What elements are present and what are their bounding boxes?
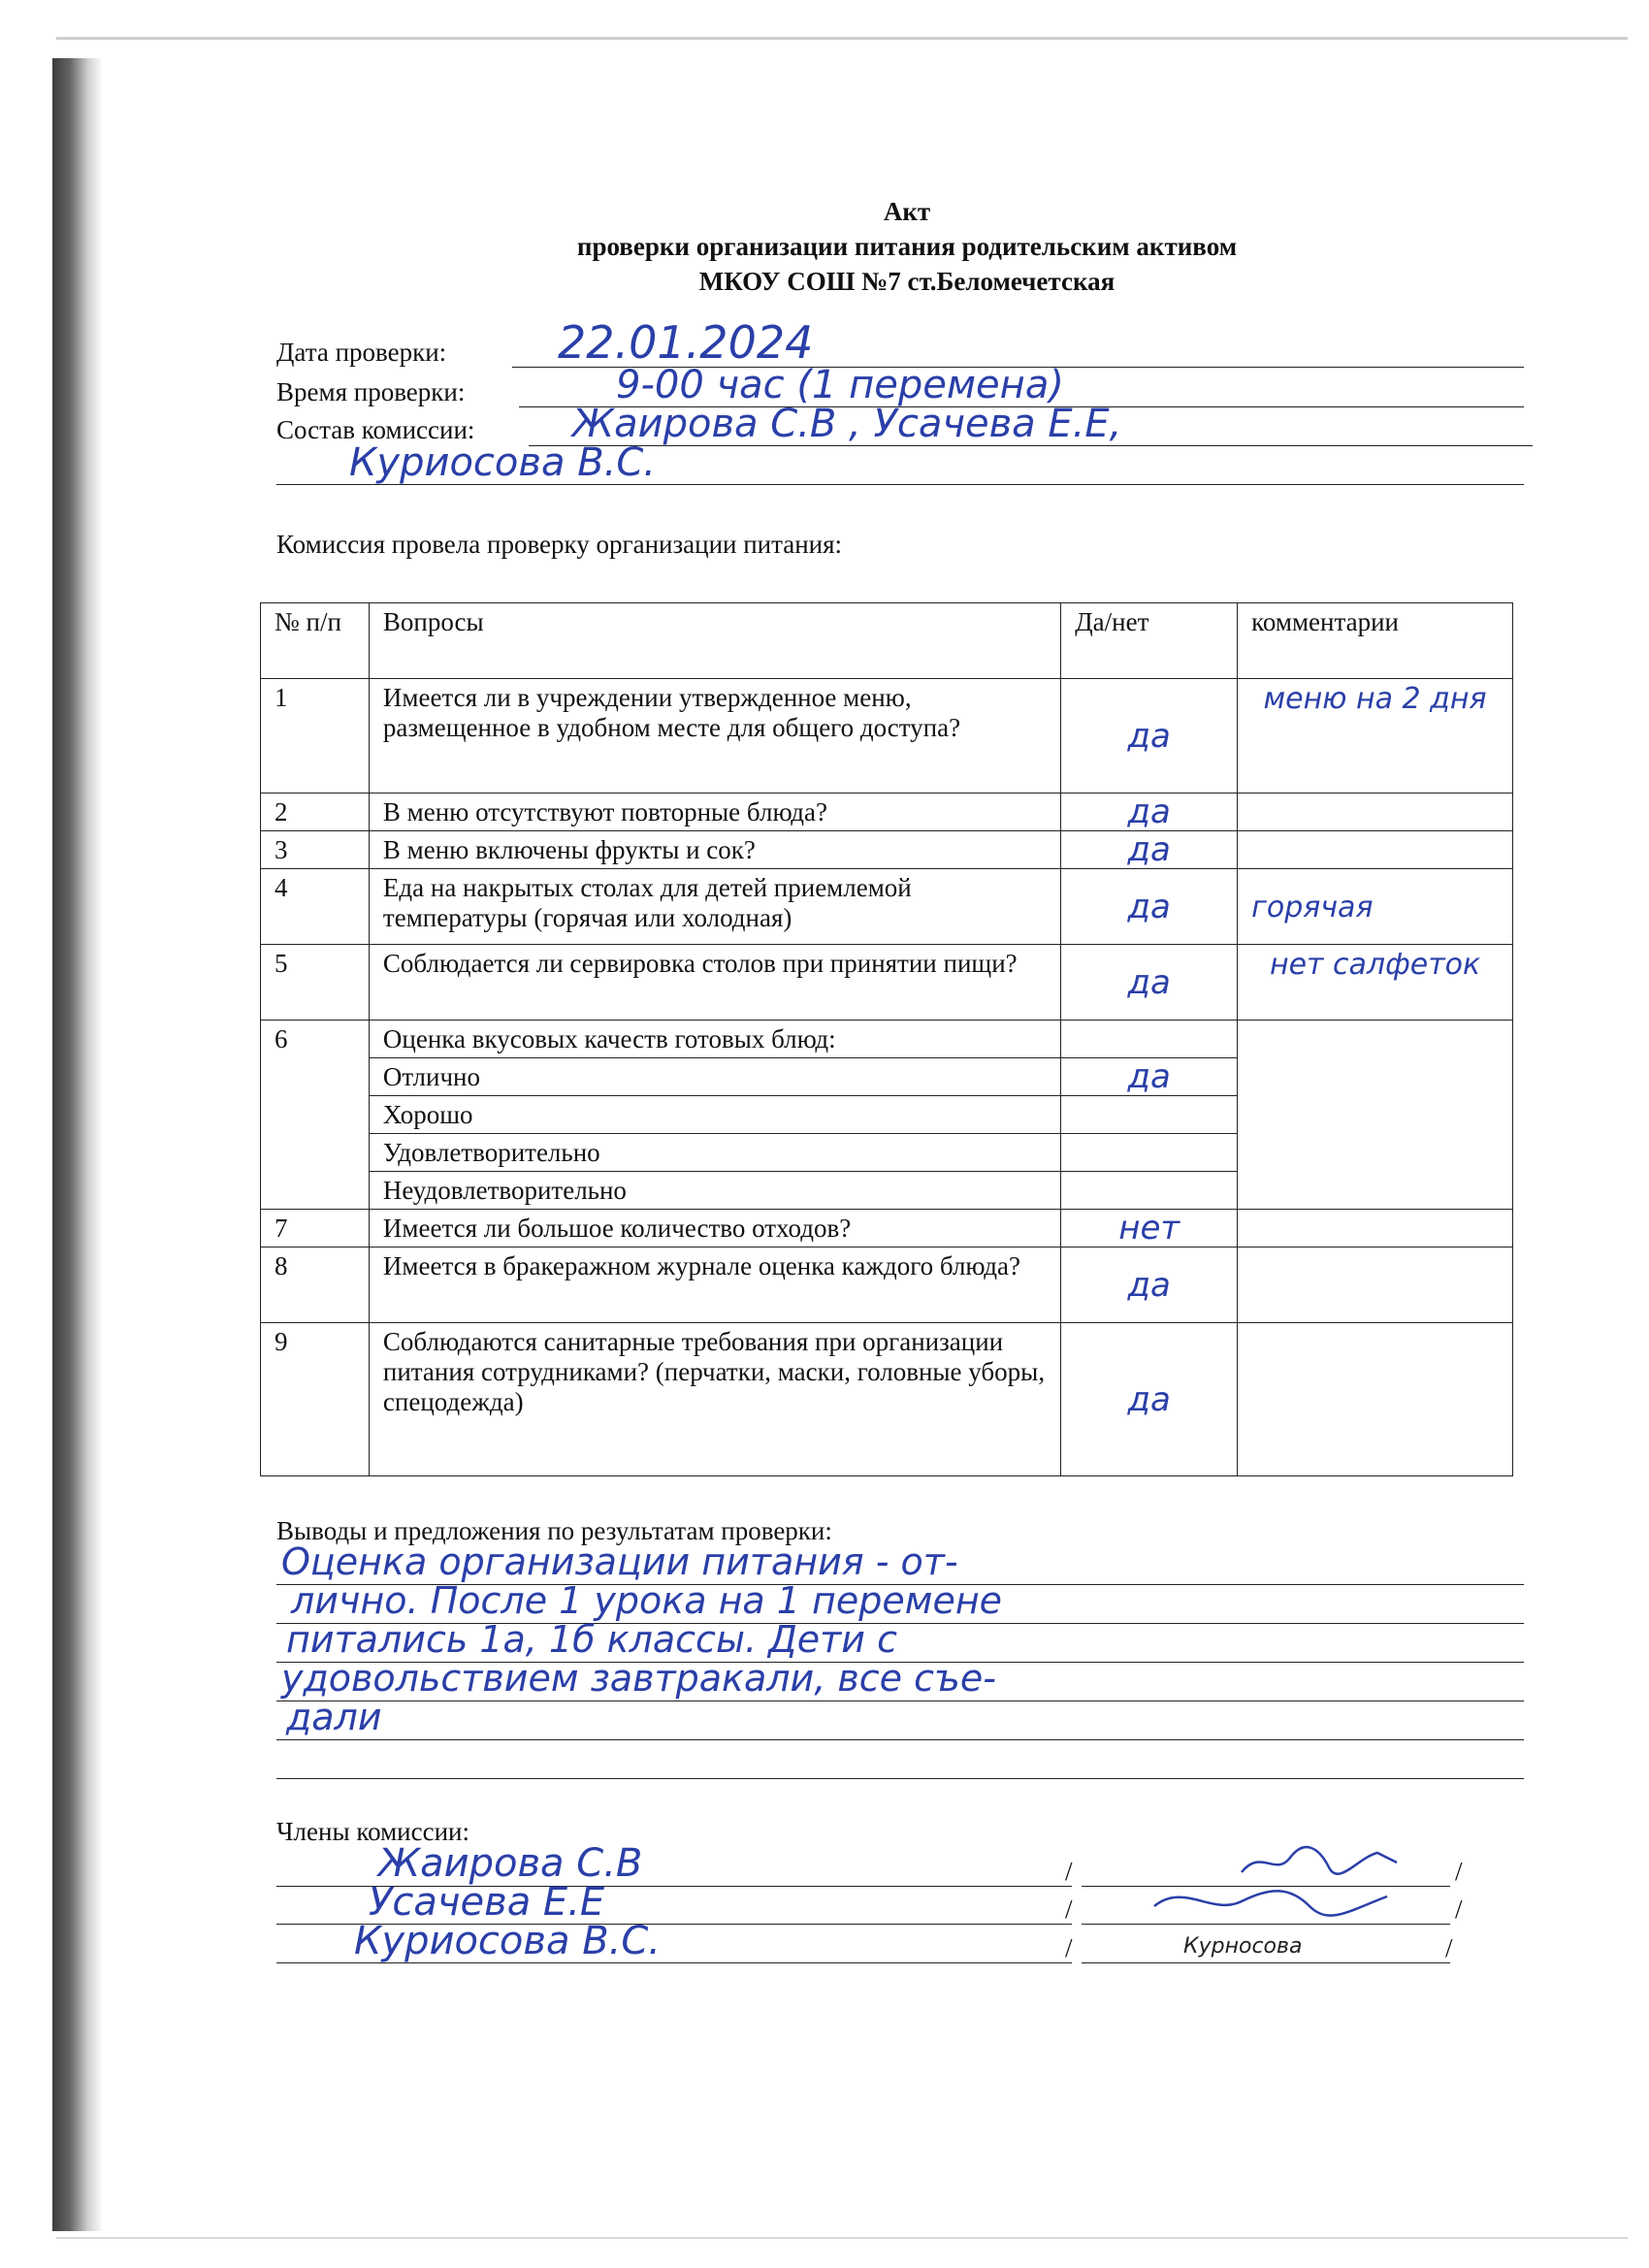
scan-edge-shadow <box>52 58 103 2231</box>
row-question: Еда на накрытых столах для детей приемлемой температуры (горячая или холодная) <box>369 869 1060 945</box>
row-num: 9 <box>261 1323 370 1476</box>
date-label: Дата проверки: <box>276 338 447 367</box>
row-question: Соблюдается ли сервировка столов при принятии пищи? <box>369 945 1060 1021</box>
member-name-2: Усачева Е.Е <box>369 1880 605 1925</box>
member-slash-left-1: / <box>1065 1857 1073 1886</box>
date-value: 22.01.2024 <box>558 316 814 369</box>
conclusion-line-1: Оценка организации питания - от- <box>281 1540 958 1583</box>
row-num: 2 <box>261 794 370 831</box>
member-name-1: Жаирова С.В <box>378 1841 643 1886</box>
table-row <box>261 1323 1513 1476</box>
member-name-3: Куриосова В.С. <box>354 1919 661 1963</box>
time-value: 9-00 час (1 перемена) <box>616 363 1064 407</box>
header-num: № п/п <box>261 603 370 679</box>
table-row <box>261 1210 1513 1247</box>
row-answer: да <box>1061 831 1238 869</box>
members-label: Члены комиссии: <box>276 1817 469 1846</box>
header-yes-no: Да/нет <box>1061 603 1238 679</box>
inspection-table <box>260 602 1513 1476</box>
row-answer: да <box>1061 945 1238 1021</box>
member-slash-right-2: / <box>1455 1895 1463 1924</box>
row-comment <box>1238 794 1513 831</box>
row-question: Отлично <box>369 1058 1060 1096</box>
table-row <box>261 1021 1513 1058</box>
commission-label: Состав комиссии: <box>276 415 475 444</box>
header-question: Вопросы <box>369 603 1060 679</box>
row-question: Соблюдаются санитарные требования при организации питания сотрудниками? (перчатки, маски, головные уборы, спецодежда) <box>369 1323 1060 1476</box>
table-row <box>261 794 1513 831</box>
row-answer: нет <box>1061 1210 1238 1247</box>
time-label: Время проверки: <box>276 377 466 406</box>
row-comment: нет салфеток <box>1238 945 1513 1021</box>
table-row <box>261 1247 1513 1323</box>
row-num: 8 <box>261 1247 370 1323</box>
row-question: В меню отсутствуют повторные блюда? <box>369 794 1060 831</box>
document-title <box>0 194 1649 299</box>
conclusion-line-4: удовольствием завтракали, все съе- <box>281 1657 996 1700</box>
row-question: В меню включены фрукты и сок? <box>369 831 1060 869</box>
table-row <box>261 869 1513 945</box>
row-comment: горячая <box>1238 869 1513 945</box>
table-header-row <box>261 603 1513 679</box>
row-answer <box>1061 1021 1238 1058</box>
conclusion-line-2: лично. После 1 урока на 1 перемене <box>291 1579 1003 1622</box>
row-question: Неудовлетворительно <box>369 1172 1060 1210</box>
conclusion-line-3: питались 1а, 1б классы. Дети с <box>286 1618 897 1661</box>
row-num: 5 <box>261 945 370 1021</box>
row-num: 1 <box>261 679 370 794</box>
conclusions-label: Выводы и предложения по результатам проверки: <box>276 1516 832 1545</box>
row-answer: да <box>1061 1323 1238 1476</box>
row-answer: да <box>1061 1247 1238 1323</box>
table-row <box>261 831 1513 869</box>
row-comment <box>1238 831 1513 869</box>
row-comment <box>1238 1323 1513 1476</box>
row-num: 7 <box>261 1210 370 1247</box>
row-question: Удовлетворительно <box>369 1134 1060 1172</box>
row-question: Имеется ли в учреждении утвержденное меню, размещенное в удобном месте для общего доступа? <box>369 679 1060 794</box>
signature-3: Курносова <box>1183 1934 1303 1959</box>
row-answer <box>1061 1096 1238 1134</box>
row-num: 3 <box>261 831 370 869</box>
title-line-3: МКОУ СОШ №7 ст.Беломечетская <box>698 267 1116 296</box>
member-slash-right-3: / <box>1445 1933 1453 1962</box>
row-question: Имеется ли большое количество отходов? <box>369 1210 1060 1247</box>
scan-top-edge <box>56 37 1628 40</box>
title-line-2: проверки организации питания родительским активом <box>576 232 1238 261</box>
conclusion-line-5: дали <box>286 1696 382 1738</box>
conclusion-underline-6 <box>276 1778 1524 1779</box>
row-answer <box>1061 1134 1238 1172</box>
row-comment <box>1238 1021 1513 1210</box>
member-slash-right-1: / <box>1455 1857 1463 1886</box>
member-slash-left-2: / <box>1065 1895 1073 1924</box>
row-answer: да <box>1061 869 1238 945</box>
row-answer: да <box>1061 1058 1238 1096</box>
scan-bottom-edge <box>56 2237 1628 2239</box>
row-num: 4 <box>261 869 370 945</box>
member-sign-underline-3 <box>1082 1962 1450 1963</box>
table-row <box>261 679 1513 794</box>
conclusion-underline-5 <box>276 1739 1524 1740</box>
row-question: Имеется в бракеражном журнале оценка каждого блюда? <box>369 1247 1060 1323</box>
row-num: 6 <box>261 1021 370 1210</box>
row-answer: да <box>1061 679 1238 794</box>
member-slash-left-3: / <box>1065 1933 1073 1962</box>
intro-text: Комиссия провела проверку организации питания: <box>276 530 843 559</box>
row-question: Хорошо <box>369 1096 1060 1134</box>
commission-value-1: Жаирова С.В , Усачева Е.Е, <box>572 402 1122 446</box>
header-comments: комментарии <box>1238 603 1513 679</box>
row-question: Оценка вкусовых качеств готовых блюд: <box>369 1021 1060 1058</box>
row-answer: да <box>1061 794 1238 831</box>
title-line-1: Акт <box>883 197 931 226</box>
row-comment: меню на 2 дня <box>1238 679 1513 794</box>
signature-2 <box>1145 1877 1397 1926</box>
commission-value-2: Куриосова В.С. <box>349 440 656 485</box>
row-comment <box>1238 1247 1513 1323</box>
table-row <box>261 945 1513 1021</box>
row-answer <box>1061 1172 1238 1210</box>
row-comment <box>1238 1210 1513 1247</box>
